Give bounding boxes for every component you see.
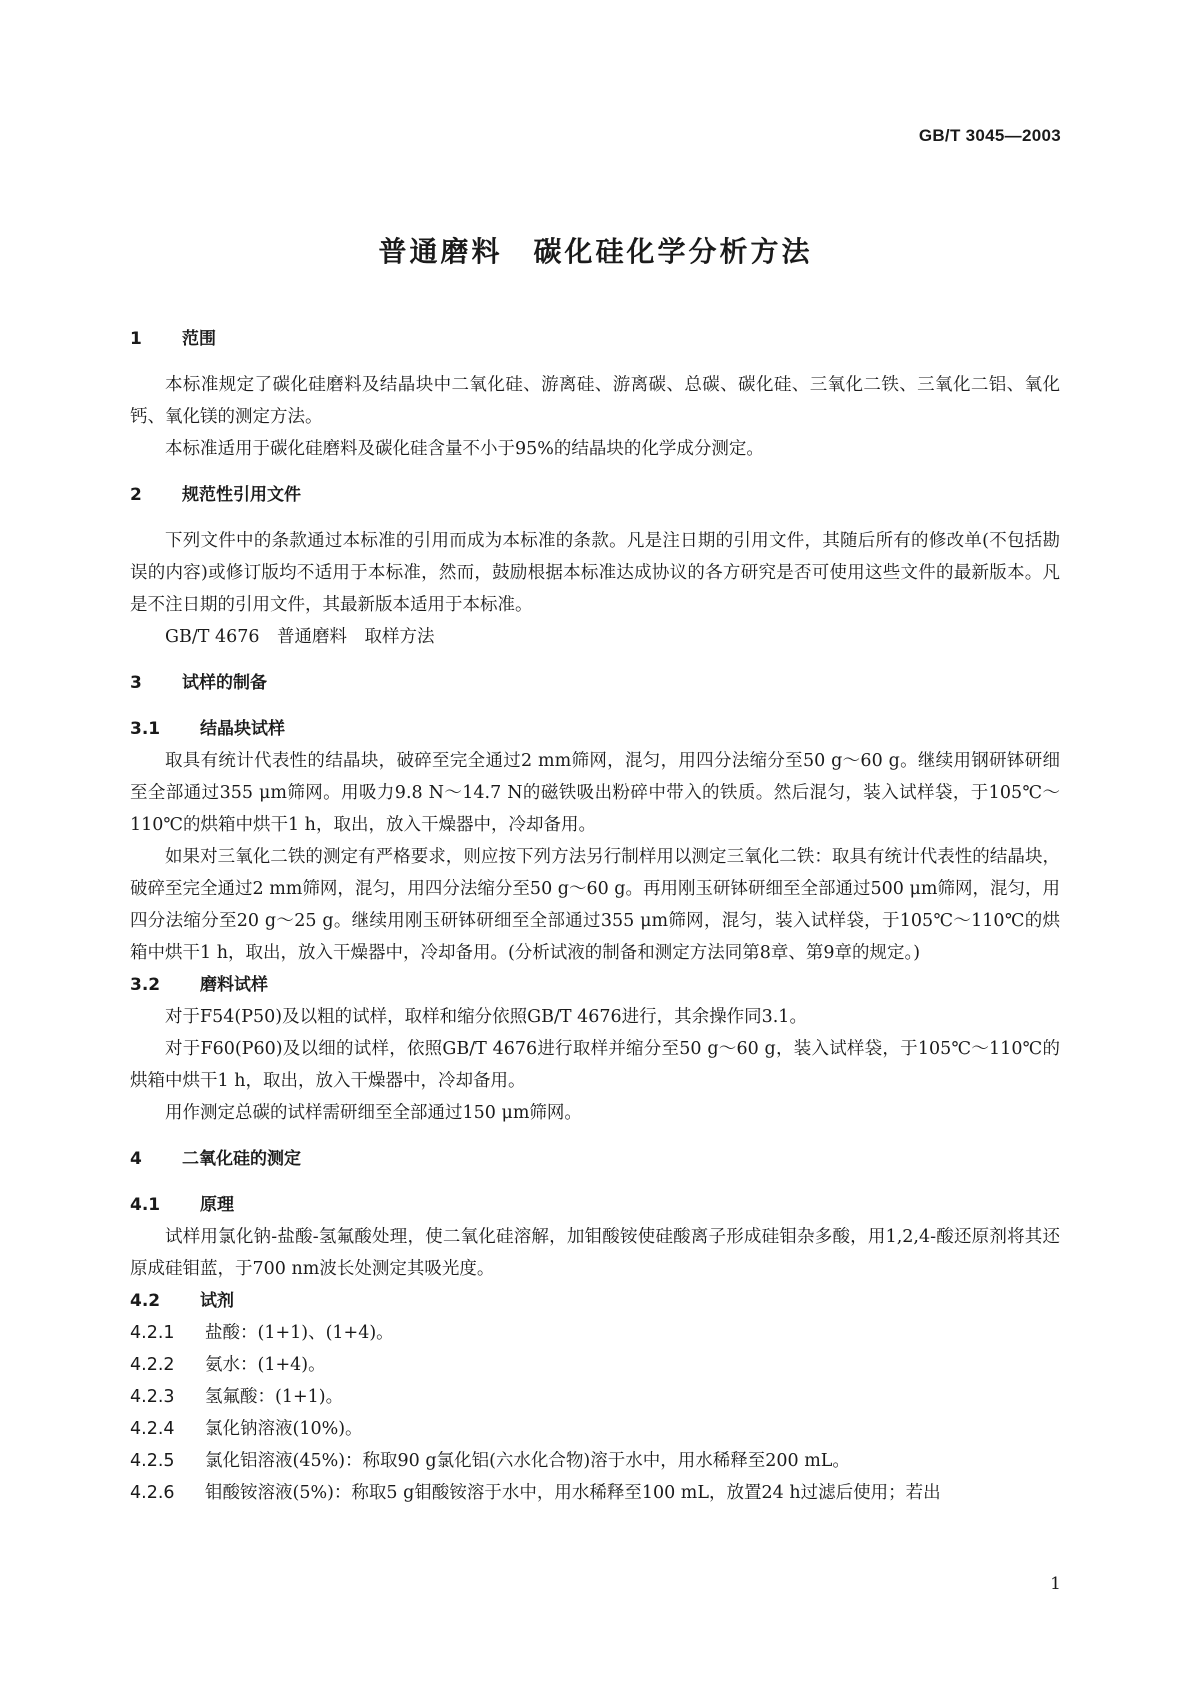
item-text: 盐酸：(1+1)、(1+4)。 [205, 1323, 394, 1343]
section-1-heading [130, 323, 1060, 355]
reagent-item [130, 1317, 1060, 1349]
subsection-3-2-heading [130, 969, 1060, 1001]
section-title: 试样的制备 [182, 673, 267, 693]
subsection-number: 3.1 [130, 719, 161, 739]
section-number: 3 [130, 673, 142, 693]
reagent-item [130, 1413, 1060, 1445]
paragraph: 如果对三氧化二铁的测定有严格要求，则应按下列方法另行制样用以测定三氧化二铁：取具有统计代表性的结晶块，破碎至完全通过2 mm筛网，混匀，用四分法缩分至50 g～60 g。再用刚玉研钵研细至全部通过500 μm筛网，混匀，用四分法缩分至20 g～25 g。继续用刚玉研钵研细至全部通过355 μm筛网，混匀，装入试样袋，于105℃～110℃的烘箱中烘干1 h，取出，放入干燥器中，冷却备用。(分析试液的制备和测定方法同第8章、第9章的规定。) [130, 847, 1060, 963]
paragraph: 对于F60(P60)及以细的试样，依照GB/T 4676进行取样并缩分至50 g～60 g，装入试样袋，于105℃～110℃的烘箱中烘干1 h，取出，放入干燥器中，冷却备用。 [130, 1039, 1060, 1091]
paragraph: 下列文件中的条款通过本标准的引用而成为本标准的条款。凡是注日期的引用文件，其随后所有的修改单(不包括勘误的内容)或修订版均不适用于本标准，然而，鼓励根据本标准达成协议的各方研究是否可使用这些文件的最新版本。凡是不注日期的引用文件，其最新版本适用于本标准。 [130, 531, 1060, 615]
normative-reference: GB/T 4676 普通磨料 取样方法 [165, 627, 435, 647]
document-title: 普通磨料 碳化硅化学分析方法 [378, 235, 813, 268]
subsection-4-1-heading [130, 1189, 1060, 1221]
item-text: 氯化钠溶液(10%)。 [205, 1419, 363, 1439]
reagent-item [130, 1477, 1060, 1509]
section-4-heading [130, 1143, 1060, 1175]
item-number: 4.2.2 [130, 1355, 175, 1375]
section-number: 2 [130, 485, 142, 505]
subsection-3-1-heading [130, 713, 1060, 745]
item-text: 氯化铝溶液(45%)：称取90 g氯化铝(六水化合物)溶于水中，用水稀释至200 mL。 [205, 1451, 850, 1471]
subsection-title: 试剂 [200, 1291, 234, 1311]
paragraph: 试样用氯化钠-盐酸-氢氟酸处理，使二氧化硅溶解，加钼酸铵使硅酸离子形成硅钼杂多酸，用1,2,4-酸还原剂将其还原成硅钼蓝，于700 nm波长处测定其吸光度。 [130, 1227, 1060, 1279]
subsection-number: 4.1 [130, 1195, 161, 1215]
item-text: 氢氟酸：(1+1)。 [205, 1387, 344, 1407]
item-text: 氨水：(1+4)。 [205, 1355, 326, 1375]
section-number: 4 [130, 1149, 142, 1169]
item-number: 4.2.6 [130, 1483, 175, 1503]
item-number: 4.2.3 [130, 1387, 175, 1407]
subsection-4-2-heading [130, 1285, 1060, 1317]
section-number: 1 [130, 329, 142, 349]
item-text: 钼酸铵溶液(5%)：称取5 g钼酸铵溶于水中，用水稀释至100 mL，放置24 h过滤后使用；若出 [205, 1483, 941, 1503]
subsection-number: 4.2 [130, 1291, 161, 1311]
paragraph: 本标准规定了碳化硅磨料及结晶块中二氧化硅、游离硅、游离碳、总碳、碳化硅、三氧化二铁、三氧化二铝、氧化钙、氧化镁的测定方法。 [130, 375, 1060, 427]
item-number: 4.2.5 [130, 1451, 175, 1471]
section-3-heading [130, 667, 1060, 699]
section-title: 规范性引用文件 [182, 485, 301, 505]
standard-code: GB/T 3045—2003 [918, 126, 1061, 145]
section-title: 二氧化硅的测定 [182, 1149, 301, 1169]
item-number: 4.2.1 [130, 1323, 175, 1343]
reagent-item [130, 1445, 1060, 1477]
page-number: 1 [1050, 1574, 1061, 1594]
subsection-number: 3.2 [130, 975, 161, 995]
paragraph: 取具有统计代表性的结晶块，破碎至完全通过2 mm筛网，混匀，用四分法缩分至50 g～60 g。继续用钢研钵研细至全部通过355 μm筛网。用吸力9.8 N～14.7 N的磁铁吸出粉碎中带入的铁质。然后混匀，装入试样袋，于105℃～110℃的烘箱中烘干1 h，取出，放入干燥器中，冷却备用。 [130, 751, 1060, 835]
paragraph: 本标准适用于碳化硅磨料及碳化硅含量不小于95%的结晶块的化学成分测定。 [165, 439, 764, 459]
section-2-heading [130, 479, 1060, 511]
subsection-title: 磨料试样 [200, 975, 268, 995]
subsection-title: 结晶块试样 [200, 719, 285, 739]
reagent-item [130, 1349, 1060, 1381]
document-body [130, 323, 1060, 1509]
item-number: 4.2.4 [130, 1419, 175, 1439]
reagent-item [130, 1381, 1060, 1413]
subsection-title: 原理 [200, 1195, 234, 1215]
paragraph: 对于F54(P50)及以粗的试样，取样和缩分依照GB/T 4676进行，其余操作同3.1。 [165, 1007, 807, 1027]
paragraph: 用作测定总碳的试样需研细至全部通过150 μm筛网。 [165, 1103, 582, 1123]
section-title: 范围 [182, 329, 216, 349]
